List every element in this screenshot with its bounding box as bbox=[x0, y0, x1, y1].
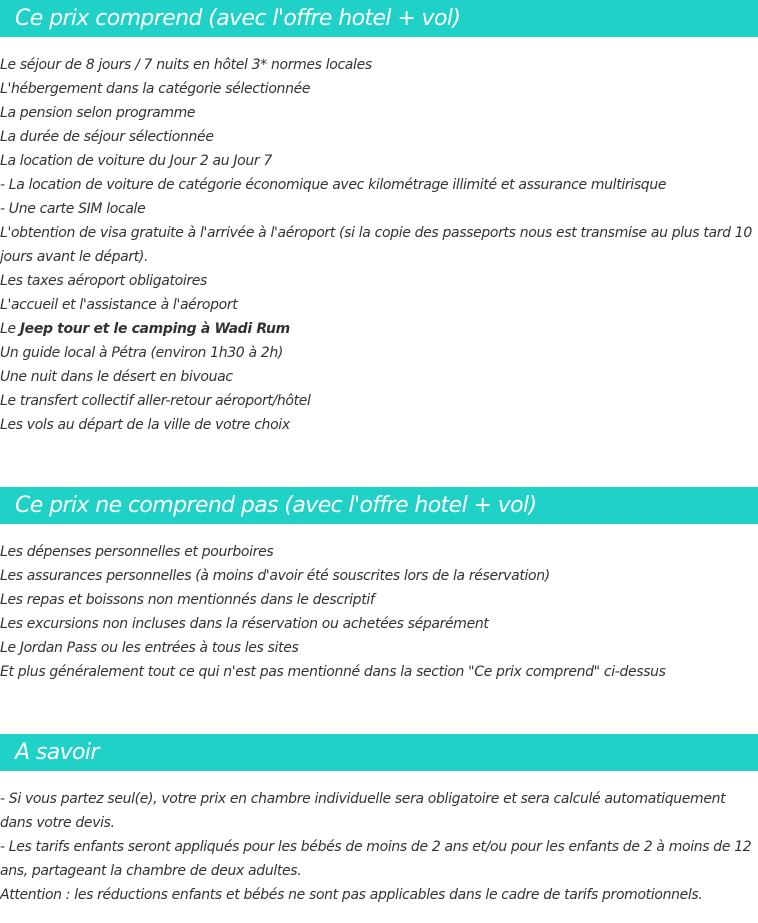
section-body bbox=[0, 37, 758, 437]
list-item: Le transfert collectif aller-retour aéroport/hôtel bbox=[0, 393, 311, 409]
section-body bbox=[0, 771, 758, 907]
list-item: Les repas et boissons non mentionnés dans le descriptif bbox=[0, 592, 375, 608]
list-item: Le séjour de 8 jours / 7 nuits en hôtel 3* normes locales bbox=[0, 57, 372, 73]
list-item: L'hébergement dans la catégorie sélectionnée bbox=[0, 81, 311, 97]
list-item: La durée de séjour sélectionnée bbox=[0, 129, 214, 145]
list-item-prefix: Le bbox=[0, 321, 20, 337]
section-price-excludes bbox=[0, 487, 758, 684]
section-header bbox=[0, 0, 758, 37]
list-item: Les vols au départ de la ville de votre choix bbox=[0, 417, 290, 433]
list-item: La pension selon programme bbox=[0, 105, 196, 121]
list-item: Les assurances personnelles (à moins d'avoir été souscrites lors de la réservation) bbox=[0, 568, 550, 584]
list-item: Attention : les réductions enfants et bébés ne sont pas applicables dans le cadre de tarifs promotionnels. bbox=[0, 887, 703, 903]
list-item: La location de voiture du Jour 2 au Jour 7 bbox=[0, 153, 272, 169]
section-header bbox=[0, 487, 758, 524]
list-item: L'obtention de visa gratuite à l'arrivée à l'aéroport (si la copie des passeports nous est transmise au plus tard 10 jours avant le départ). bbox=[0, 225, 752, 265]
list-item-jeep-tour bbox=[0, 317, 758, 341]
list-item: Et plus généralement tout ce qui n'est pas mentionné dans la section "Ce prix comprend" ci-dessus bbox=[0, 664, 666, 680]
list-item: - La location de voiture de catégorie économique avec kilométrage illimité et assurance multirisque bbox=[0, 177, 667, 193]
section-body bbox=[0, 524, 758, 684]
list-item: - Les tarifs enfants seront appliqués pour les bébés de moins de 2 ans et/ou pour les enfants de 2 à moins de 12 ans, partageant la chambre de deux adultes. bbox=[0, 839, 752, 879]
list-item: - Si vous partez seul(e), votre prix en chambre individuelle sera obligatoire et sera calculé automatiquement dans votre devis. bbox=[0, 791, 726, 831]
section-title: Ce prix comprend (avec l'offre hotel + vol) bbox=[15, 6, 461, 31]
list-item: Un guide local à Pétra (environ 1h30 à 2h) bbox=[0, 345, 283, 361]
section-good-to-know bbox=[0, 734, 758, 907]
list-item: L'accueil et l'assistance à l'aéroport bbox=[0, 297, 238, 313]
section-price-includes bbox=[0, 0, 758, 437]
list-item: - Une carte SIM locale bbox=[0, 201, 146, 217]
section-title: Ce prix ne comprend pas (avec l'offre hotel + vol) bbox=[15, 493, 537, 518]
section-header bbox=[0, 734, 758, 771]
list-item: Les excursions non incluses dans la réservation ou achetées séparément bbox=[0, 616, 489, 632]
list-item: Une nuit dans le désert en bivouac bbox=[0, 369, 233, 385]
list-item: Les taxes aéroport obligatoires bbox=[0, 273, 207, 289]
list-item: Les dépenses personnelles et pourboires bbox=[0, 544, 274, 560]
list-item-bold-text: Jeep tour et le camping à Wadi Rum bbox=[19, 321, 290, 337]
section-title: A savoir bbox=[15, 740, 99, 765]
list-item: Le Jordan Pass ou les entrées à tous les sites bbox=[0, 640, 299, 656]
